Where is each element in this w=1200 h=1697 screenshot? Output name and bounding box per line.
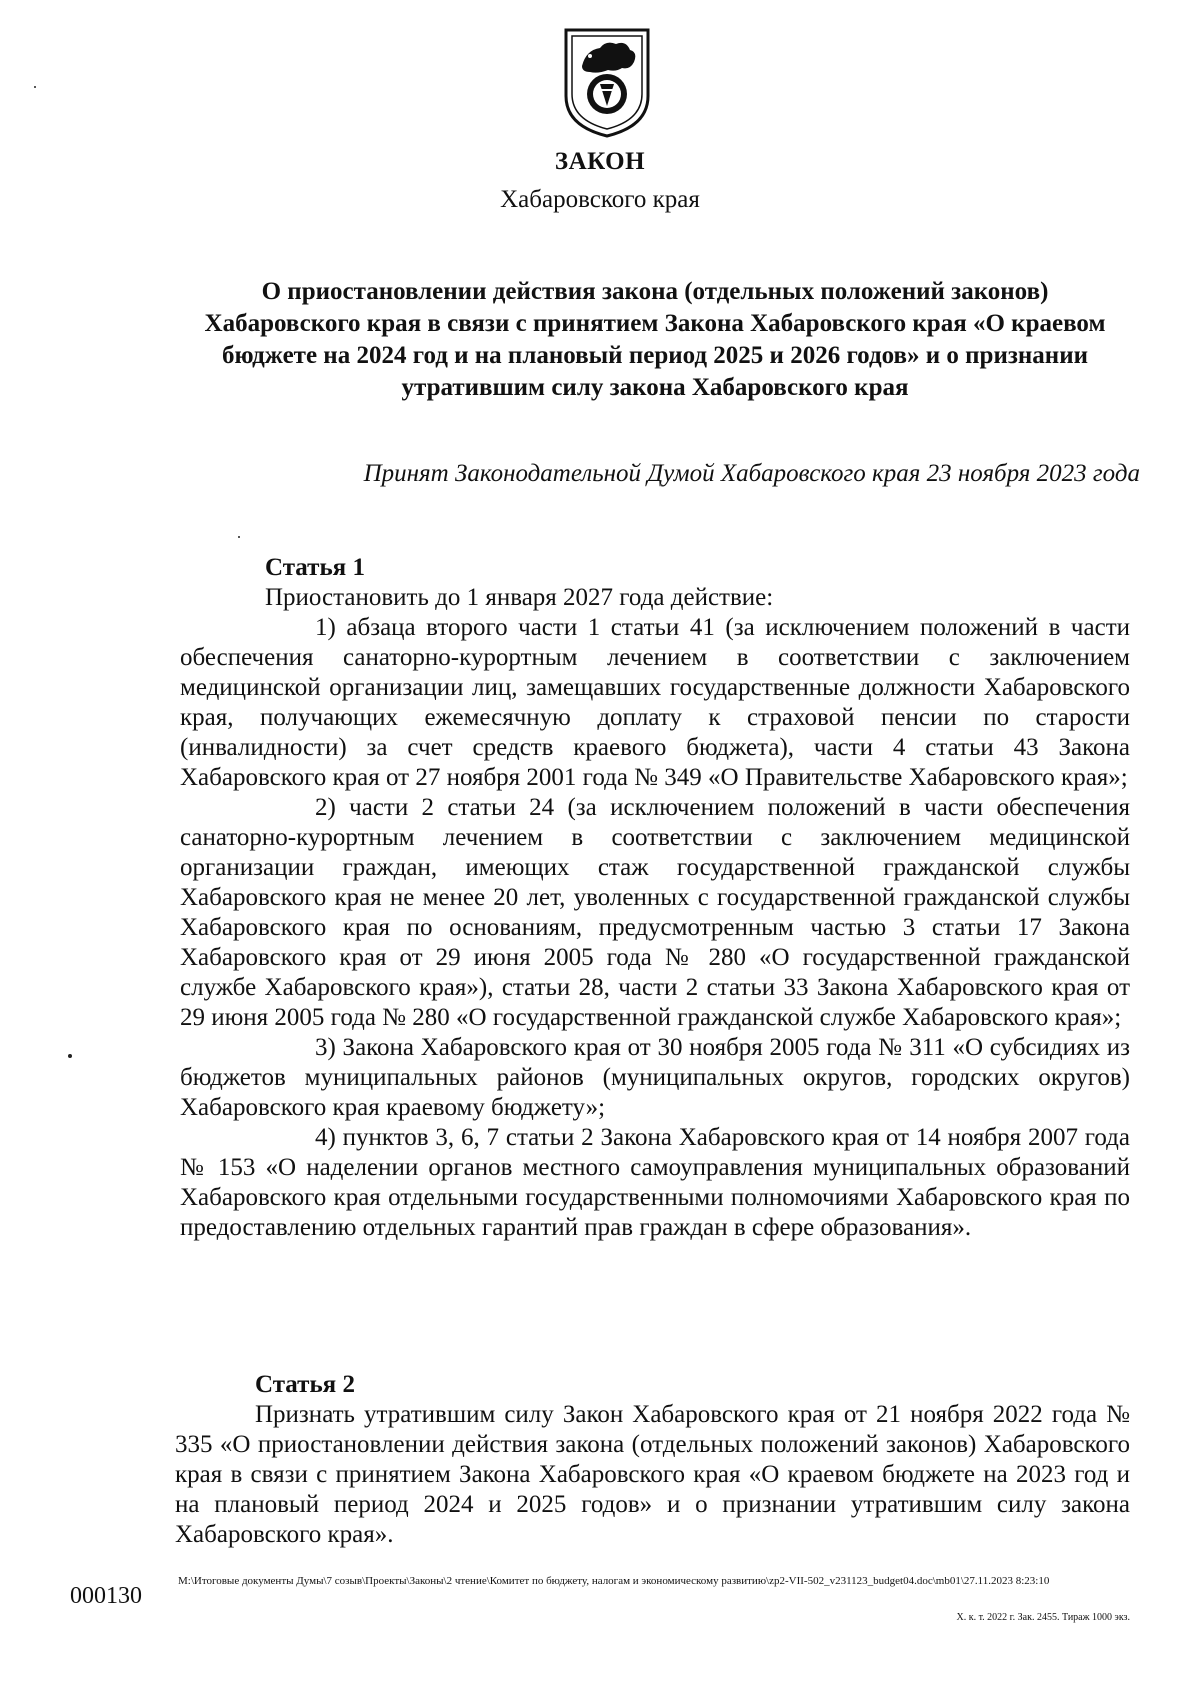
scan-speck <box>238 536 240 538</box>
article-1-item: 1) абзаца второго части 1 статьи 41 (за исключением положений в части обеспечения санаторно-курортным лечением в соответствии с заключением медицинской организации лиц, замещавших государственные должности Хабаровского края, получающих ежемесячную доплату к страховой пенсии по старости (инвалидности) за счет средств краевого бюджета), части 4 статьи 43 Закона Хабаровского края от 27 ноября 2001 года № 349 «О Правительстве Хабаровского края»; <box>180 614 1130 791</box>
article-2-text: Признать утратившим силу Закон Хабаровского края от 21 ноября 2022 года № 335 «О приостановлении действия закона (отдельных положений законов) Хабаровского края в связи с принятием Закона Хабаровского края «О краевом бюджете на 2023 год и на плановый период 2024 и 2025 годов» и о признании утратившим силу закона Хабаровского края». <box>175 1401 1130 1548</box>
document-number: 000130 <box>70 1583 142 1609</box>
scan-speck <box>34 86 36 88</box>
coat-of-arms-icon <box>560 26 654 138</box>
scan-speck <box>68 1054 72 1058</box>
article-1-item: 3) Закона Хабаровского края от 30 ноября 2005 года № 311 «О субсидиях из бюджетов муниципальных районов (муниципальных округов, городских округов) Хабаровского края краевому бюджету»; <box>180 1034 1130 1121</box>
print-info: Х. к. т. 2022 г. Зак. 2455. Тираж 1000 экз. <box>956 1612 1130 1623</box>
article-1-heading: Статья 1 <box>265 554 365 581</box>
adoption-note: Принят Законодательной Думой Хабаровского края 23 ноября 2023 года <box>363 460 1140 487</box>
article-1-item: 2) части 2 статьи 24 (за исключением положений в части обеспечения санаторно-курортным лечением в соответствии с заключением медицинской организации граждан, имеющих стаж государственной гражданской службы Хабаровского края не менее 20 лет, уволенных с государственной гражданской службы Хабаровского края по основаниям, предусмотренным частью 3 статьи 17 Закона Хабаровского края от 29 июня 2005 года № 280 «О государственной гражданской службе Хабаровского края»), статьи 28, части 2 статьи 33 Закона Хабаровского края от 29 июня 2005 года № 280 «О государственной гражданской службе Хабаровского края»; <box>180 794 1130 1031</box>
law-title: О приостановлении действия закона (отдельных положений законов) Хабаровского края в связи с принятием Закона Хабаровского края «О краевом бюджете на 2024 год и на плановый период 2025 и 2026 годов» и о признании утратившим силу закона Хабаровского края <box>204 278 1106 401</box>
article-1-intro: Приостановить до 1 января 2027 года действие: <box>265 584 774 611</box>
article-2-heading: Статья 2 <box>255 1371 355 1398</box>
region-name: Хабаровского края <box>500 186 700 213</box>
file-path: M:\Итоговые документы Думы\7 созыв\Проекты\Законы\2 чтение\Комитет по бюджету, налогам и экономическому развитию\zp2-VII-502_v231123_budget04.doc\mb01\27.11.2023 8:23:10 <box>178 1575 1050 1587</box>
article-1 <box>180 553 1130 1243</box>
article-2 <box>175 1370 1130 1550</box>
article-1-item: 4) пунктов 3, 6, 7 статьи 2 Закона Хабаровского края от 14 ноября 2007 года № 153 «О наделении органов местного самоуправления муниципальных образований Хабаровского края отдельными государственными полномочиями Хабаровского края по предоставлению отдельных гарантий прав граждан в сфере образования». <box>180 1124 1130 1241</box>
law-heading: ЗАКОН <box>554 148 646 175</box>
